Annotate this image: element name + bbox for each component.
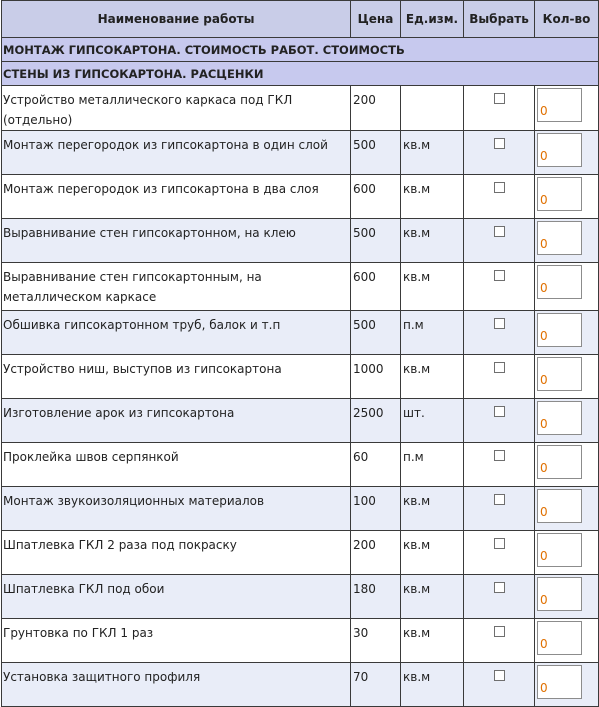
- select-checkbox[interactable]: [494, 138, 505, 149]
- select-checkbox[interactable]: [494, 406, 505, 417]
- work-price: 500: [351, 219, 401, 263]
- work-name: Изготовление арок из гипсокартона: [2, 399, 351, 443]
- work-unit: кв.м: [401, 619, 464, 663]
- select-checkbox[interactable]: [494, 494, 505, 505]
- work-unit: кв.м: [401, 531, 464, 575]
- qty-cell: [535, 575, 599, 619]
- table-row: [2, 311, 599, 355]
- table-row: [2, 131, 599, 175]
- qty-input[interactable]: 0: [537, 177, 582, 211]
- table-row: [2, 663, 599, 707]
- qty-cell: [535, 531, 599, 575]
- table-row: [2, 219, 599, 263]
- select-cell: [464, 619, 535, 663]
- qty-input[interactable]: 0: [537, 489, 582, 523]
- section-row: [2, 62, 599, 86]
- qty-input[interactable]: 0: [537, 265, 582, 299]
- qty-input[interactable]: 0: [537, 445, 582, 479]
- qty-cell: [535, 399, 599, 443]
- qty-cell: [535, 443, 599, 487]
- select-checkbox[interactable]: [494, 582, 505, 593]
- work-price: 600: [351, 263, 401, 311]
- select-checkbox[interactable]: [494, 318, 505, 329]
- work-unit: п.м: [401, 311, 464, 355]
- select-cell: [464, 355, 535, 399]
- qty-cell: [535, 619, 599, 663]
- select-cell: [464, 219, 535, 263]
- select-cell: [464, 443, 535, 487]
- work-price: 500: [351, 311, 401, 355]
- work-name: Выравнивание стен гипсокартонном, на клею: [2, 219, 351, 263]
- header-price: Цена: [351, 1, 401, 38]
- work-name: Устройство металлического каркаса под ГКЛ (отдельно): [2, 86, 351, 131]
- section-row: [2, 38, 599, 62]
- qty-input[interactable]: 0: [537, 533, 582, 567]
- table-row: [2, 263, 599, 311]
- work-price: 100: [351, 487, 401, 531]
- select-cell: [464, 487, 535, 531]
- work-unit: кв.м: [401, 663, 464, 707]
- work-unit: кв.м: [401, 131, 464, 175]
- section-title: СТЕНЫ ИЗ ГИПСОКАРТОНА. РАСЦЕНКИ: [2, 62, 599, 86]
- select-cell: [464, 263, 535, 311]
- table-row: [2, 487, 599, 531]
- work-name: Проклейка швов серпянкой: [2, 443, 351, 487]
- qty-cell: [535, 263, 599, 311]
- work-name: Монтаж перегородок из гипсокартона в два слоя: [2, 175, 351, 219]
- qty-cell: [535, 219, 599, 263]
- select-checkbox[interactable]: [494, 450, 505, 461]
- work-name: Устройство ниш, выступов из гипсокартона: [2, 355, 351, 399]
- work-price: 2500: [351, 399, 401, 443]
- work-price: 500: [351, 131, 401, 175]
- work-unit: кв.м: [401, 263, 464, 311]
- work-price: 30: [351, 619, 401, 663]
- table-row: [2, 175, 599, 219]
- select-cell: [464, 175, 535, 219]
- work-name: Обшивка гипсокартонном труб, балок и т.п: [2, 311, 351, 355]
- work-price: 200: [351, 531, 401, 575]
- select-checkbox[interactable]: [494, 182, 505, 193]
- select-checkbox[interactable]: [494, 538, 505, 549]
- select-cell: [464, 86, 535, 131]
- header-select: Выбрать: [464, 1, 535, 38]
- work-price: 200: [351, 86, 401, 131]
- work-price: 1000: [351, 355, 401, 399]
- table-row: [2, 399, 599, 443]
- select-checkbox[interactable]: [494, 93, 505, 104]
- work-price: 180: [351, 575, 401, 619]
- qty-input[interactable]: 0: [537, 88, 582, 122]
- header-unit: Ед.изм.: [401, 1, 464, 38]
- select-cell: [464, 131, 535, 175]
- header-name: Наименование работы: [2, 1, 351, 38]
- qty-input[interactable]: 0: [537, 401, 582, 435]
- select-cell: [464, 663, 535, 707]
- table-header-row: [2, 1, 599, 38]
- qty-input[interactable]: 0: [537, 357, 582, 391]
- work-unit: кв.м: [401, 575, 464, 619]
- select-checkbox[interactable]: [494, 670, 505, 681]
- work-unit: п.м: [401, 443, 464, 487]
- qty-cell: [535, 311, 599, 355]
- qty-input[interactable]: 0: [537, 313, 582, 347]
- work-name: Шпатлевка ГКЛ 2 раза под покраску: [2, 531, 351, 575]
- qty-cell: [535, 175, 599, 219]
- select-checkbox[interactable]: [494, 270, 505, 281]
- table-row: [2, 531, 599, 575]
- work-name: Выравнивание стен гипсокартонным, на металлическом каркасе: [2, 263, 351, 311]
- select-cell: [464, 531, 535, 575]
- select-cell: [464, 575, 535, 619]
- work-unit: кв.м: [401, 219, 464, 263]
- select-checkbox[interactable]: [494, 226, 505, 237]
- select-checkbox[interactable]: [494, 626, 505, 637]
- work-unit: кв.м: [401, 355, 464, 399]
- work-unit: кв.м: [401, 175, 464, 219]
- work-price: 600: [351, 175, 401, 219]
- qty-cell: [535, 131, 599, 175]
- work-name: Грунтовка по ГКЛ 1 раз: [2, 619, 351, 663]
- work-name: Монтаж перегородок из гипсокартона в один слой: [2, 131, 351, 175]
- table-row: [2, 443, 599, 487]
- qty-cell: [535, 86, 599, 131]
- select-cell: [464, 399, 535, 443]
- work-unit: шт.: [401, 399, 464, 443]
- work-unit: кв.м: [401, 487, 464, 531]
- work-name: Шпатлевка ГКЛ под обои: [2, 575, 351, 619]
- qty-input[interactable]: 0: [537, 221, 582, 255]
- qty-cell: [535, 663, 599, 707]
- qty-input[interactable]: 0: [537, 133, 582, 167]
- select-cell: [464, 311, 535, 355]
- section-title: МОНТАЖ ГИПСОКАРТОНА. СТОИМОСТЬ РАБОТ. СТОИМОСТЬ: [2, 38, 599, 62]
- table-row: [2, 86, 599, 131]
- work-name: Установка защитного профиля: [2, 663, 351, 707]
- qty-input[interactable]: 0: [537, 621, 582, 655]
- table-row: [2, 355, 599, 399]
- qty-input[interactable]: 0: [537, 665, 582, 699]
- work-price: 60: [351, 443, 401, 487]
- qty-input[interactable]: 0: [537, 577, 582, 611]
- work-unit: [401, 86, 464, 131]
- work-name: Монтаж звукоизоляционных материалов: [2, 487, 351, 531]
- select-checkbox[interactable]: [494, 362, 505, 373]
- header-qty: Кол-во: [535, 1, 599, 38]
- table-row: [2, 575, 599, 619]
- qty-cell: [535, 355, 599, 399]
- price-table: [1, 0, 599, 707]
- table-row: [2, 619, 599, 663]
- work-price: 70: [351, 663, 401, 707]
- qty-cell: [535, 487, 599, 531]
